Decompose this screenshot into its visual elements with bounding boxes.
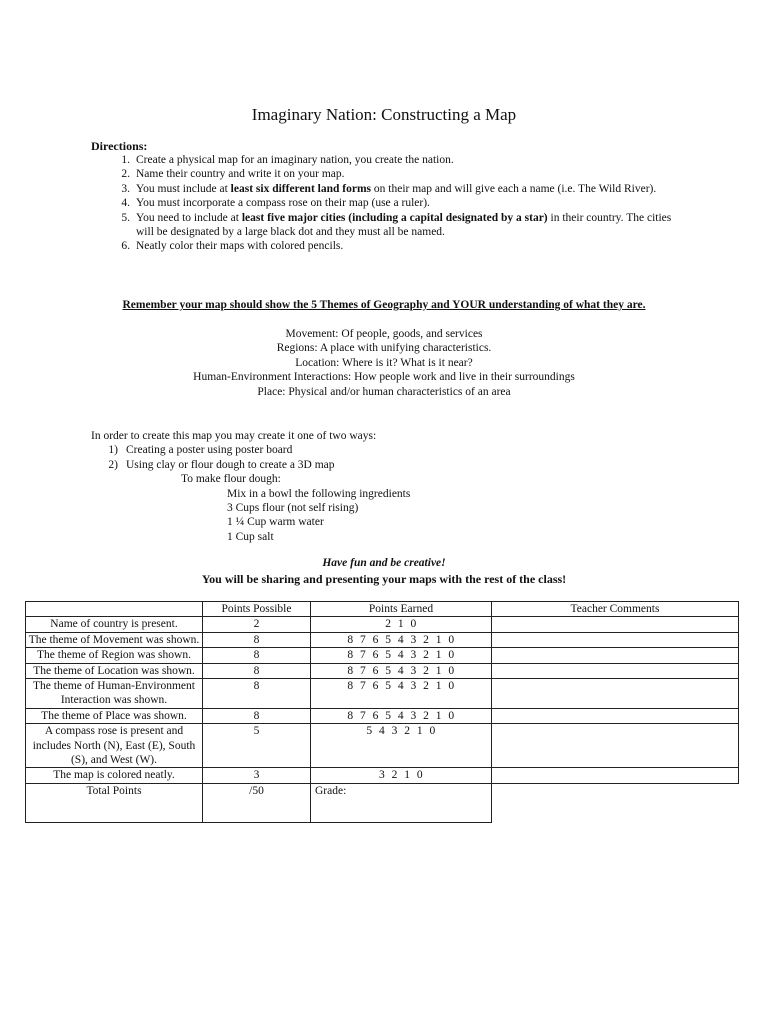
rubric-criterion: The map is colored neatly. — [26, 768, 203, 783]
theme-human-environment: Human-Environment Interactions: How people work and live in their surroundings — [193, 371, 575, 384]
theme-location: Location: Where is it? What is it near? — [295, 356, 473, 369]
rubric-teacher-comment[interactable] — [492, 663, 739, 678]
rubric-points-possible: 8 — [203, 632, 311, 647]
directions-heading: Directions: — [91, 139, 148, 153]
rubric-criterion: The theme of Region was shown. — [26, 648, 203, 663]
direction-text-part: Create a physical map for an imaginary nation, you create the nation. — [136, 154, 454, 166]
method-option — [91, 443, 691, 457]
remember-note: Remember your map should show the 5 Themes of Geography and YOUR understanding of what they are. — [122, 299, 646, 311]
rubric-header-row — [26, 602, 739, 617]
rubric-points-earned: 5 4 3 2 1 0 — [311, 724, 492, 768]
rubric-criterion: Name of country is present. — [26, 617, 203, 632]
rubric-points-possible: 8 — [203, 648, 311, 663]
directions-list — [91, 153, 691, 254]
method-option — [91, 458, 691, 472]
direction-text — [136, 182, 691, 196]
rubric-points-earned: 8 7 6 5 4 3 2 1 0 — [311, 648, 492, 663]
table-row — [26, 708, 739, 723]
creation-methods — [91, 429, 691, 544]
table-row — [26, 679, 739, 709]
rubric-points-possible: 5 — [203, 724, 311, 768]
total-possible: /50 — [203, 783, 311, 822]
methods-intro: In order to create this map you may create it one of two ways: — [91, 430, 377, 442]
dough-line: 3 Cups flour (not self rising) — [227, 502, 359, 515]
rubric-criterion: The theme of Movement was shown. — [26, 632, 203, 647]
header-points-possible: Points Possible — [203, 602, 311, 617]
header-criterion — [26, 602, 203, 617]
rubric-teacher-comment[interactable] — [492, 617, 739, 632]
grade-field[interactable]: Grade: — [311, 783, 492, 822]
option-text: Creating a poster using poster board — [126, 444, 293, 457]
rubric-teacher-comment[interactable] — [492, 632, 739, 647]
direction-number: 2. — [121, 168, 130, 181]
direction-text-part: You must include at — [136, 182, 231, 195]
rubric-points-possible: 8 — [203, 679, 311, 709]
share-note: You will be sharing and presenting your maps with the rest of the class! — [201, 572, 567, 586]
rubric-teacher-comment[interactable] — [492, 708, 739, 723]
table-row — [26, 768, 739, 783]
direction-text-part: Neatly color their maps with colored pencils. — [136, 240, 344, 253]
rubric-points-earned: 3 2 1 0 — [311, 768, 492, 783]
direction-text-part: on their map and will give each a name (i.e. The Wild River). — [371, 182, 657, 195]
direction-text-bold: least five major cities (including a capital designated by a star) — [241, 211, 548, 224]
empty-cell — [492, 783, 739, 822]
table-row — [26, 617, 739, 632]
option-number: 2) — [108, 458, 118, 471]
rubric-criterion: The theme of Location was shown. — [26, 663, 203, 678]
rubric-points-possible: 8 — [203, 663, 311, 678]
direction-item — [91, 196, 691, 210]
direction-item — [91, 182, 691, 196]
dough-heading: To make flour dough: — [181, 473, 281, 486]
total-label: Total Points — [26, 783, 203, 822]
option-number: 1) — [108, 444, 118, 457]
option-text: Using clay or flour dough to create a 3D map — [126, 458, 335, 471]
rubric-teacher-comment[interactable] — [492, 768, 739, 783]
direction-number: 1. — [121, 154, 130, 166]
dough-line: 1 Cup salt — [227, 530, 274, 543]
direction-text — [136, 167, 691, 181]
table-row — [26, 648, 739, 663]
rubric-criterion: The theme of Place was shown. — [26, 708, 203, 723]
dough-line: Mix in a bowl the following ingredients — [227, 487, 411, 500]
rubric-criterion: The theme of Human-Environment Interaction was shown. — [26, 679, 203, 709]
direction-text-part: Name their country and write it on your map. — [136, 168, 345, 181]
direction-text-part: You need to include at — [136, 211, 242, 224]
rubric-points-earned: 8 7 6 5 4 3 2 1 0 — [311, 708, 492, 723]
direction-number: 4. — [121, 197, 130, 210]
header-points-earned: Points Earned — [311, 602, 492, 617]
direction-number: 3. — [121, 182, 130, 195]
theme-movement: Movement: Of people, goods, and services — [285, 328, 483, 340]
direction-text-bold: least six different land forms — [230, 182, 372, 195]
theme-place: Place: Physical and/or human characteristics of an area — [257, 385, 511, 398]
rubric-criterion: A compass rose is present and includes North (N), East (E), South (S), and West (W). — [26, 724, 203, 768]
direction-item — [91, 167, 691, 181]
themes-list — [0, 327, 768, 399]
rubric-teacher-comment[interactable] — [492, 724, 739, 768]
rubric-teacher-comment[interactable] — [492, 679, 739, 709]
direction-text-part: in their country. The cities will be designated by a large black dot and they must all be named. — [136, 211, 672, 239]
direction-item — [91, 239, 691, 253]
rubric-points-earned: 2 1 0 — [311, 617, 492, 632]
direction-item — [91, 153, 691, 167]
rubric-points-possible: 2 — [203, 617, 311, 632]
rubric-points-earned: 8 7 6 5 4 3 2 1 0 — [311, 679, 492, 709]
rubric-table — [25, 601, 739, 823]
rubric-points-earned: 8 7 6 5 4 3 2 1 0 — [311, 663, 492, 678]
direction-text — [136, 196, 691, 210]
theme-regions: Regions: A place with unifying characteristics. — [276, 342, 492, 355]
rubric-points-earned: 8 7 6 5 4 3 2 1 0 — [311, 632, 492, 647]
page-title: Imaginary Nation: Constructing a Map — [251, 105, 517, 124]
direction-number: 6. — [121, 240, 130, 253]
table-row — [26, 663, 739, 678]
fun-note: Have fun and be creative! — [322, 557, 446, 569]
rubric-teacher-comment[interactable] — [492, 648, 739, 663]
direction-text — [136, 153, 691, 167]
direction-text-part: You must incorporate a compass rose on their map (use a ruler). — [136, 197, 430, 210]
dough-line: 1 ¼ Cup warm water — [227, 516, 324, 529]
table-row — [26, 632, 739, 647]
header-teacher-comments: Teacher Comments — [492, 602, 739, 617]
rubric-points-possible: 3 — [203, 768, 311, 783]
table-row — [26, 724, 739, 768]
direction-item — [91, 211, 691, 240]
direction-text — [136, 211, 691, 240]
direction-number: 5. — [121, 211, 130, 224]
direction-text — [136, 239, 691, 253]
rubric-points-possible: 8 — [203, 708, 311, 723]
total-row — [26, 783, 739, 822]
